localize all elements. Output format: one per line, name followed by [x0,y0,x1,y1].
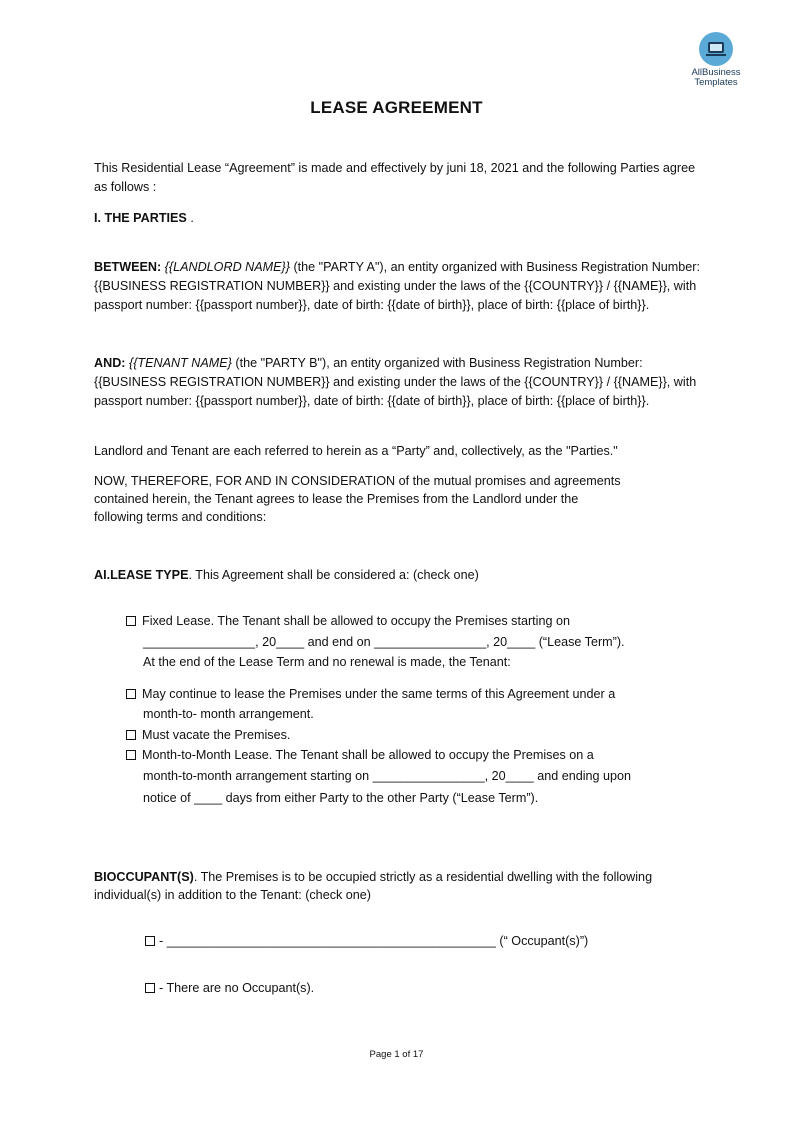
laptop-icon [699,32,733,66]
between-paragraph [94,258,704,315]
month-to-month-line-1: Month-to-Month Lease. The Tenant shall be allowed to occupy the Premises on a [142,748,594,762]
lease-type-text: . This Agreement shall be considered a: (check one) [188,568,479,582]
consideration-line-3: following terms and conditions: [94,510,267,524]
landlord-name-placeholder: {{LANDLORD NAME}} [164,260,290,274]
occupants-named-option [145,931,588,952]
page-number: Page 1 of 17 [369,1049,424,1060]
occupants-label: BIOCCUPANT(S) [94,870,194,884]
continue-lease-option [126,684,615,705]
occupants-line-1 [94,868,704,886]
no-occupants-text: - There are no Occupant(s). [159,981,315,995]
occupants-named-checkbox[interactable] [145,936,155,946]
fixed-lease-line-2: ________________, 20____ and end on ________________, 20____ (“Lease Term”). [143,635,625,649]
lease-type-heading [94,566,704,585]
parties-heading [94,209,704,228]
consideration-line-1: NOW, THEREFORE, FOR AND IN CONSIDERATION of the mutual promises and agreements [94,474,621,488]
month-to-month-line-3: notice of ____ days from either Party to the other Party (“Lease Term”). [143,791,539,805]
continue-lease-checkbox[interactable] [126,689,136,699]
occupants-paragraph [94,868,704,904]
month-to-month-checkbox[interactable] [126,750,136,760]
fixed-lease-checkbox[interactable] [126,616,136,626]
company-logo [686,32,746,88]
fixed-lease-option [126,611,570,632]
logo-line-2: Templates [694,77,738,88]
fixed-lease-line-1: Fixed Lease. The Tenant shall be allowed to occupy the Premises starting on [142,614,570,628]
between-text: (the "PARTY A"), an entity organized with Business Registration Number: {{BUSINESS REGISTRATION NUMBER}} and existing under the laws of the {{COUNTRY}} / {{NAME}}, with passport number: {{passport number}}, date of birth: {{date of birth}}, place of birth: {{place of birth}}. [94,260,701,312]
month-to-month-line-2: month-to-month arrangement starting on ________________, 20____ and ending upon [143,769,632,783]
occupants-text-1: . The Premises is to be occupied strictly as a residential dwelling with the following [193,870,653,884]
continue-lease-line-2: month-to- month arrangement. [143,707,314,721]
tenant-name-placeholder: {{TENANT NAME} [128,356,232,370]
occupants-text-2: individual(s) in addition to the Tenant: (check one) [94,888,371,902]
month-to-month-option [126,745,594,766]
vacate-option [126,725,290,746]
logo-line-1: AllBusiness [691,67,741,78]
and-paragraph [94,354,704,411]
vacate-text: Must vacate the Premises. [142,728,291,742]
parties-heading-text: I. THE PARTIES [94,211,187,225]
no-occupants-checkbox[interactable] [145,983,155,993]
intro-paragraph: This Residential Lease “Agreement” is made and effectively by juni 18, 2021 and the following Parties agree as follows : [94,161,696,194]
parties-definition: Landlord and Tenant are each referred to herein as a “Party” and, collectively, as the "Parties." [94,444,618,458]
document-title: LEASE AGREEMENT [310,98,483,117]
and-text: (the "PARTY B"), an entity organized with Business Registration Number: {{BUSINESS REGISTRATION NUMBER}} and existing under the laws of the {{COUNTRY}} / {{NAME}}, with passport number: {{passport number}}, date of birth: {{date of birth}}, place of birth: {{place of birth}}. [94,356,697,408]
and-label: AND: [94,356,126,370]
no-occupants-option [145,978,314,999]
continue-lease-line-1: May continue to lease the Premises under the same terms of this Agreement under a [142,687,616,701]
consideration-line-2: contained herein, the Tenant agrees to lease the Premises from the Landlord under the [94,492,579,506]
vacate-checkbox[interactable] [126,730,136,740]
parties-heading-suffix: . [186,211,194,225]
fixed-lease-line-3: At the end of the Lease Term and no renewal is made, the Tenant: [143,655,511,669]
occupants-named-text: - _______________________________________________ (“ Occupant(s)”) [159,934,589,948]
lease-type-label: AI.LEASE TYPE [94,568,189,582]
between-label: BETWEEN: [94,260,162,274]
consideration-paragraph [94,472,704,526]
